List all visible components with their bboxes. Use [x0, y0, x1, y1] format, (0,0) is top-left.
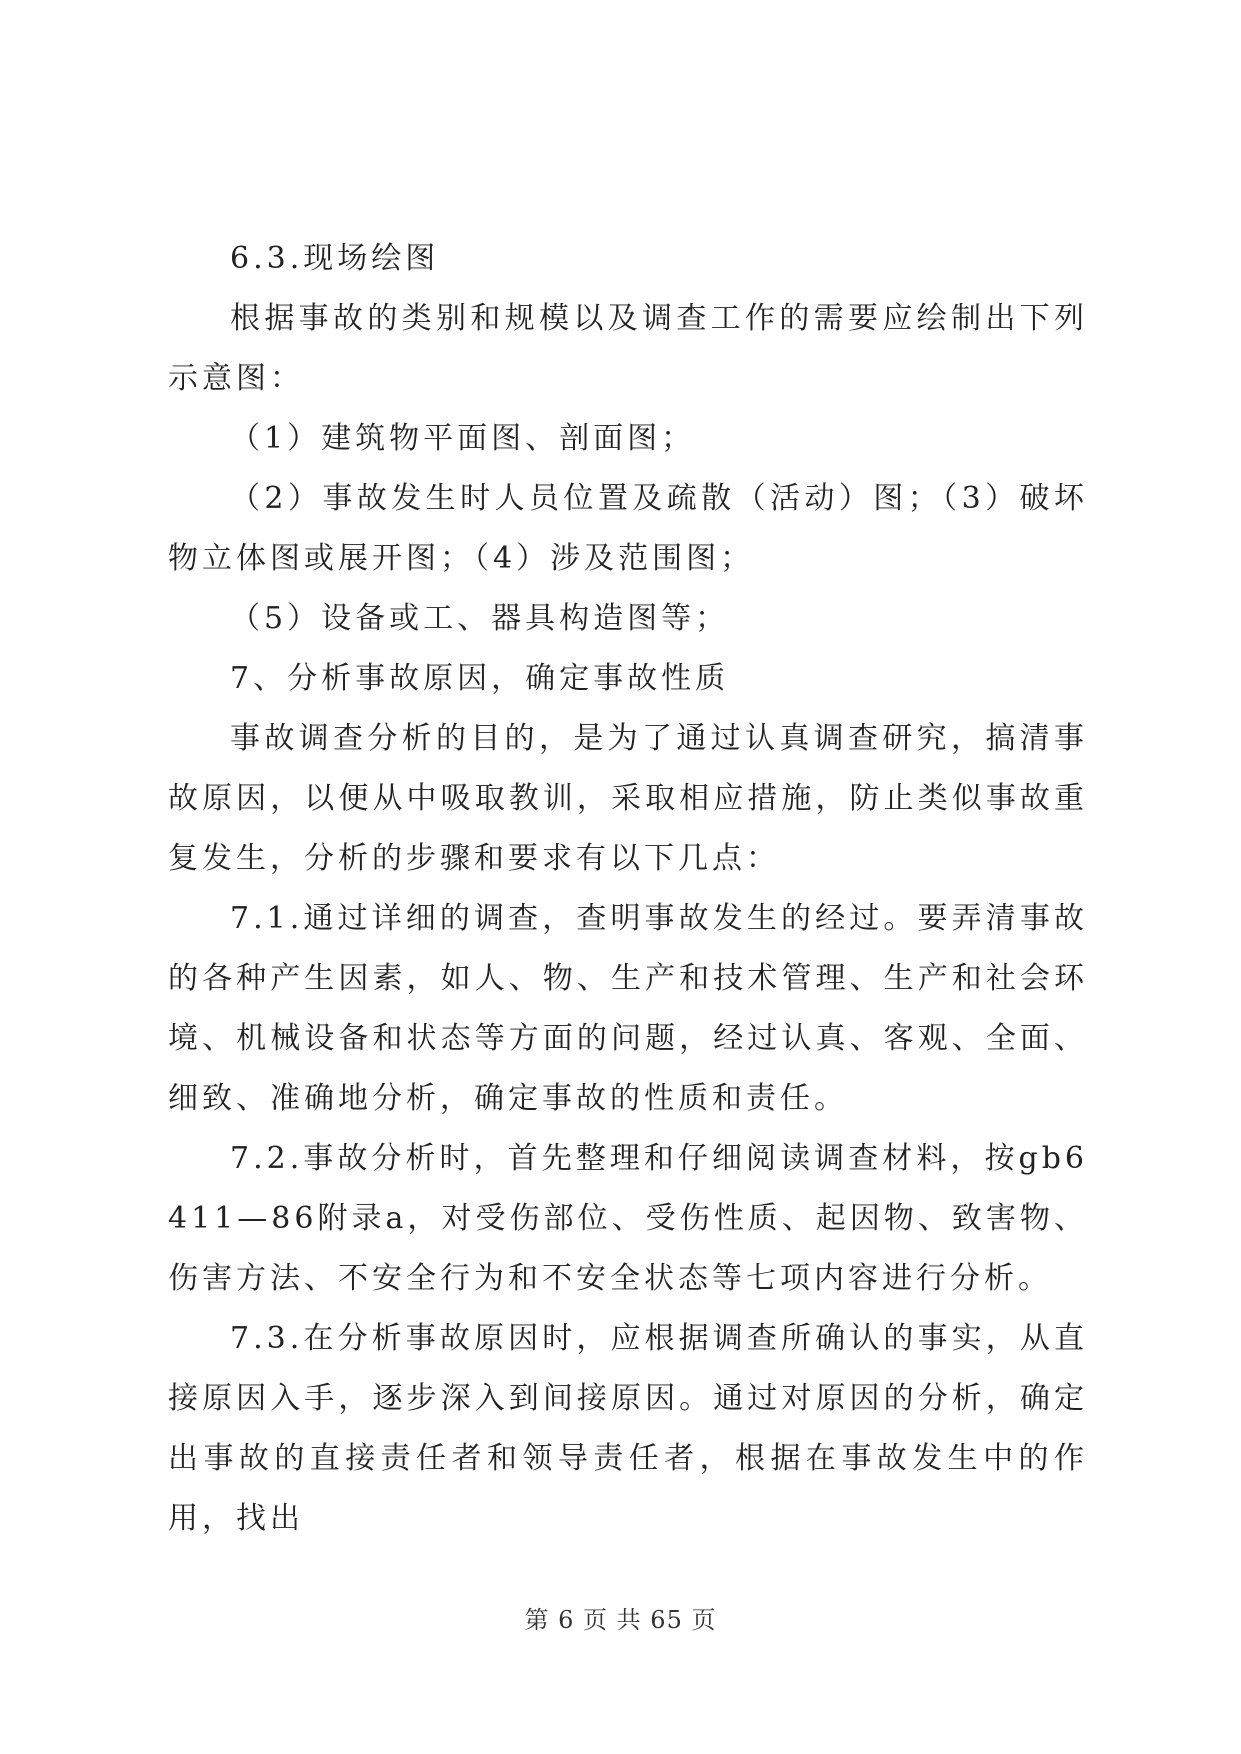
list-item-1: （1）建筑物平面图、剖面图； [230, 421, 696, 456]
list-item-5: （5）设备或工、器具构造图等； [230, 601, 730, 636]
document-body [168, 229, 1088, 1549]
list-item-2-4: （2）事故发生时人员位置及疏散（活动）图；（3）破坏物立体图或展开图；（4）涉及范围图； [168, 481, 1088, 576]
paragraph-7-3: 7.3.在分析事故原因时，应根据调查所确认的事实，从直接原因入手，逐步深入到间接原因。通过对原因的分析，确定出事故的直接责任者和领导责任者，根据在事故发生中的作用，找出 [168, 1321, 1088, 1536]
paragraph-7-2: 7.2.事故分析时，首先整理和仔细阅读调查材料，按gb6411—86附录a，对受伤部位、受伤性质、起因物、致害物、伤害方法、不安全行为和不安全状态等七项内容进行分析。 [168, 1141, 1088, 1296]
paragraph-7-1: 7.1.通过详细的调查，查明事故发生的经过。要弄清事故的各种产生因素，如人、物、生产和技术管理、生产和社会环境、机械设备和状态等方面的问题，经过认真、客观、全面、细致、准确地分析，确定事故的性质和责任。 [168, 901, 1088, 1116]
paragraph-analysis-purpose: 事故调查分析的目的，是为了通过认真调查研究，搞清事故原因，以便从中吸取教训，采取相应措施，防止类似事故重复发生，分析的步骤和要求有以下几点： [168, 721, 1088, 876]
section-heading-7: 7、分析事故原因，确定事故性质 [230, 661, 730, 696]
page-footer: 第 6 页 共 65 页 [524, 1606, 717, 1634]
section-heading-6-3: 6.3.现场绘图 [230, 241, 440, 276]
paragraph-diagram-intro: 根据事故的类别和规模以及调查工作的需要应绘制出下列示意图： [168, 301, 1088, 396]
